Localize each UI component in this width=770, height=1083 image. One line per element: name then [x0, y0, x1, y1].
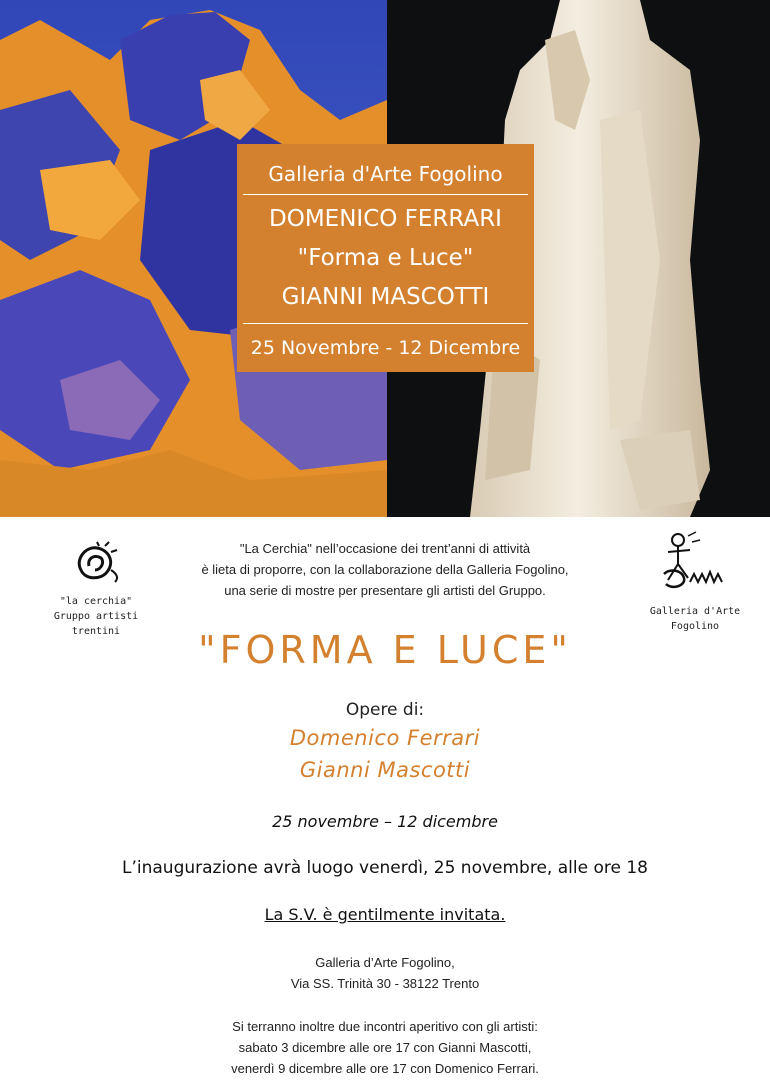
meetings-line-1: Si terranno inoltre due incontri aperitivo con gli artisti:	[232, 1019, 538, 1034]
exhibition-dates: 25 novembre – 12 dicembre	[272, 812, 498, 831]
banner-dates: 25 Novembre - 12 Dicembre	[250, 337, 521, 359]
works-label: Opere di:	[345, 700, 425, 720]
meetings-line-2: sabato 3 dicembre alle ore 17 con Gianni Mascotti,	[238, 1040, 532, 1055]
banner-names-block	[243, 195, 528, 324]
address-line-1: Galleria d’Arte Fogolino,	[315, 955, 455, 970]
la-cerchia-logo	[71, 540, 121, 584]
hero-image	[0, 0, 770, 517]
la-cerchia-logo-block	[46, 540, 146, 639]
banner-artist-1: DOMENICO FERRARI	[269, 206, 502, 232]
banner-subtitle: "Forma e Luce"	[297, 245, 474, 271]
galleria-fogolino-logo	[660, 530, 730, 596]
banner-gallery-name: Galleria d'Arte Fogolino	[243, 154, 528, 195]
meetings-line-3: venerdì 9 dicembre alle ore 17 con Domenico Ferrari.	[231, 1061, 539, 1076]
fogolino-caption-1: Galleria d'Arte	[649, 606, 741, 617]
la-cerchia-caption-2: Gruppo artisti	[53, 611, 139, 622]
exhibition-headline: "FORMA E LUCE"	[198, 628, 572, 672]
exhibition-title-box	[237, 144, 534, 372]
la-cerchia-caption-3: trentini	[71, 626, 121, 637]
address-line-2: Via SS. Trinità 30 - 38122 Trento	[290, 976, 480, 991]
intro-paragraph	[170, 538, 600, 601]
la-cerchia-caption-1: "la cerchia"	[59, 596, 133, 607]
galleria-fogolino-logo-block	[642, 530, 748, 634]
artist-name-2: Gianni Mascotti	[299, 758, 471, 782]
intro-line-1: "La Cerchia" nell’occasione dei trent’anni di attività	[239, 541, 531, 556]
intro-line-3: una serie di mostre per presentare gli artisti del Gruppo.	[224, 583, 546, 598]
invitation-text: La S.V. è gentilmente invitata.	[264, 905, 506, 924]
address-block	[0, 952, 770, 994]
fogolino-caption-2: Fogolino	[670, 621, 720, 632]
inauguration-text: L’inaugurazione avrà luogo venerdì, 25 novembre, alle ore 18	[122, 858, 648, 878]
meetings-block	[0, 1016, 770, 1079]
intro-line-2: è lieta di proporre, con la collaborazione della Galleria Fogolino,	[201, 562, 569, 577]
artist-name-1: Domenico Ferrari	[289, 726, 481, 750]
banner-artist-2: GIANNI MASCOTTI	[281, 284, 490, 310]
